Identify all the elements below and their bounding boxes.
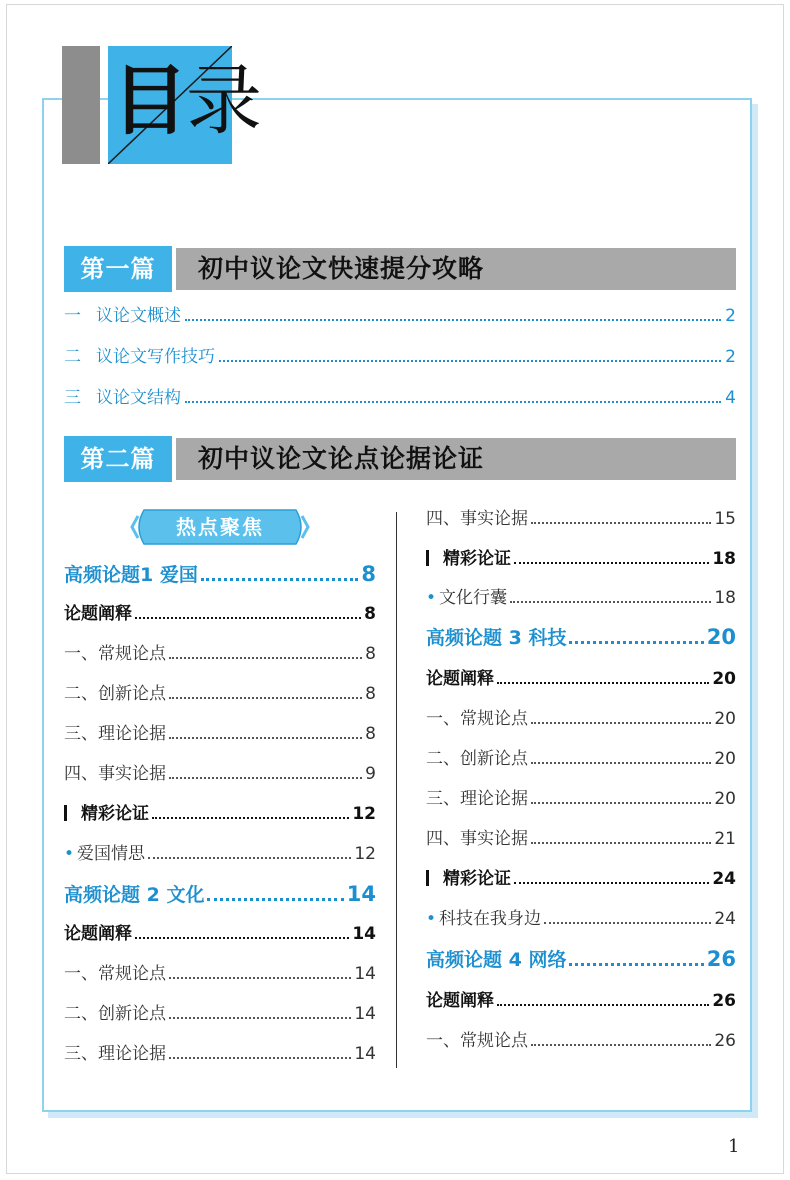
dot-leader [201,562,359,581]
toc-entry[interactable] [64,304,736,328]
entry-label: 高频论题 2 文化 [64,884,205,906]
toc-entry[interactable] [426,706,736,732]
toc-entry[interactable] [426,826,736,852]
entry-page: 14 [354,964,376,984]
entry-label: 四、事实论据 [64,764,166,784]
entry-label: 精彩论证 [443,549,511,569]
entry-page: 14 [354,1004,376,1024]
dot-leader [169,961,351,979]
entry-page: 21 [714,829,736,849]
entry-page: 20 [706,625,736,649]
dot-leader [135,921,349,939]
entry-label: 三、理论论据 [64,1044,166,1064]
entry-label: 高频论题1 爱国 [64,564,198,586]
toc-entry[interactable] [426,546,736,572]
entry-label: 爱国情思 [77,844,146,864]
bullet-icon: • [426,588,437,608]
dot-leader [135,601,361,619]
dot-leader [531,706,711,724]
part1-banner [64,246,736,292]
entry-label: 一、常规论点 [426,1031,528,1051]
toc-entry[interactable] [64,386,736,410]
dot-leader [510,585,711,603]
entry-page: 15 [714,509,736,529]
dot-leader [497,988,709,1006]
entry-label: 三、理论论据 [426,789,528,809]
toc-entry[interactable] [64,761,376,787]
page-title [112,56,260,146]
toc-entry[interactable] [64,921,376,947]
title-char-2: 录 [186,56,260,145]
title-char-1: 目 [112,56,186,145]
entry-page: 14 [352,924,376,944]
dot-leader [219,346,721,362]
dot-leader [531,786,711,804]
toc-entry[interactable] [64,1001,376,1027]
dot-leader [152,801,349,819]
dot-leader [207,882,343,901]
dot-leader [169,1041,351,1059]
entry-label: 文化行囊 [439,588,508,608]
page-number: 1 [728,1136,740,1157]
entry-page: 14 [354,1044,376,1064]
part2-tag: 第二篇 [64,436,172,482]
entry-page: 8 [365,684,376,704]
dot-leader [169,681,362,699]
entry-page: 26 [706,947,736,971]
topic-entry[interactable] [426,624,736,650]
entry-page: 8 [361,562,376,586]
focus-label: 热点聚焦 [176,515,264,539]
entry-page: 8 [364,604,376,624]
entry-label: 精彩论证 [81,804,149,824]
section-mark [426,870,429,886]
entry-page: 24 [712,869,736,889]
topic-entry[interactable] [64,881,376,907]
entry-label: 高频论题 3 科技 [426,627,567,649]
entry-page: 18 [714,588,736,608]
section-mark [426,550,429,566]
entry-index: 一 [64,306,81,326]
toc-entry[interactable] [64,641,376,667]
entry-page: 26 [714,1031,736,1051]
entry-label: 论题阐释 [64,924,132,944]
bullet-icon: • [426,909,437,929]
toc-entry[interactable] [64,681,376,707]
toc-entry[interactable] [64,601,376,627]
entry-label: 论题阐释 [426,991,494,1011]
entry-page: 20 [714,709,736,729]
entry-index: 二 [64,347,81,367]
entry-page: 8 [365,644,376,664]
entry-label: 一、常规论点 [426,709,528,729]
toc-entry[interactable] [426,666,736,692]
toc-entry[interactable] [426,988,736,1014]
toc-entry[interactable] [426,746,736,772]
entry-label: 论题阐释 [426,669,494,689]
dot-leader [169,721,362,739]
topic-entry[interactable] [426,946,736,972]
section-mark [64,805,67,821]
dot-leader [531,826,711,844]
entry-label: 二、创新论点 [64,684,166,704]
toc-entry[interactable] [426,585,736,611]
dot-leader [531,506,711,524]
entry-label: 一、常规论点 [64,964,166,984]
toc-entry[interactable] [64,801,376,827]
entry-page: 2 [725,347,736,367]
toc-entry[interactable] [426,786,736,812]
entry-page: 20 [712,669,736,689]
entry-label: 精彩论证 [443,869,511,889]
toc-entry[interactable] [426,1028,736,1054]
entry-page: 2 [725,306,736,326]
entry-label: 一、常规论点 [64,644,166,664]
entry-page: 12 [352,804,376,824]
entry-label: 科技在我身边 [439,909,542,929]
dot-leader [531,1028,711,1046]
entry-label: 议论文结构 [96,388,181,408]
dot-leader [148,841,351,859]
entry-page: 9 [365,764,376,784]
entry-page: 18 [712,549,736,569]
entry-label: 四、事实论据 [426,509,528,529]
entry-label: 四、事实论据 [426,829,528,849]
entry-page: 20 [714,749,736,769]
part1-tag: 第一篇 [64,246,172,292]
focus-pill [130,508,310,546]
toc-entry[interactable] [64,721,376,747]
dot-leader [569,625,703,644]
entry-page: 12 [354,844,376,864]
entry-label: 议论文概述 [96,306,181,326]
dot-leader [514,546,709,564]
title-gray-block [62,46,100,164]
topic-entry[interactable] [64,561,376,587]
toc-entry[interactable] [64,1041,376,1067]
entry-index: 三 [64,388,81,408]
entry-page: 26 [712,991,736,1011]
dot-leader [514,866,709,884]
toc-entry[interactable] [426,906,736,932]
entry-page: 14 [346,882,376,906]
dot-leader [497,666,709,684]
dot-leader [185,387,721,403]
part2-banner [64,436,736,482]
toc-entry[interactable] [426,866,736,892]
entry-label: 二、创新论点 [64,1004,166,1024]
entry-page: 8 [365,724,376,744]
bullet-icon: • [64,844,75,864]
entry-label: 二、创新论点 [426,749,528,769]
dot-leader [185,305,721,321]
entry-label: 论题阐释 [64,604,132,624]
toc-entry[interactable] [64,841,376,867]
entry-label: 高频论题 4 网络 [426,949,567,971]
entry-page: 4 [725,388,736,408]
column-divider [396,512,397,1068]
dot-leader [169,761,362,779]
dot-leader [169,1001,351,1019]
dot-leader [531,746,711,764]
dot-leader [544,906,711,924]
entry-label: 议论文写作技巧 [96,347,215,367]
entry-page: 24 [714,909,736,929]
toc-entry[interactable] [426,506,736,532]
part1-heading: 初中议论文快速提分攻略 [176,248,736,290]
toc-entry[interactable] [64,961,376,987]
dot-leader [569,947,703,966]
entry-page: 20 [714,789,736,809]
part2-heading: 初中议论文论点论据论证 [176,438,736,480]
entry-label: 三、理论论据 [64,724,166,744]
dot-leader [169,641,362,659]
toc-entry[interactable] [64,345,736,369]
